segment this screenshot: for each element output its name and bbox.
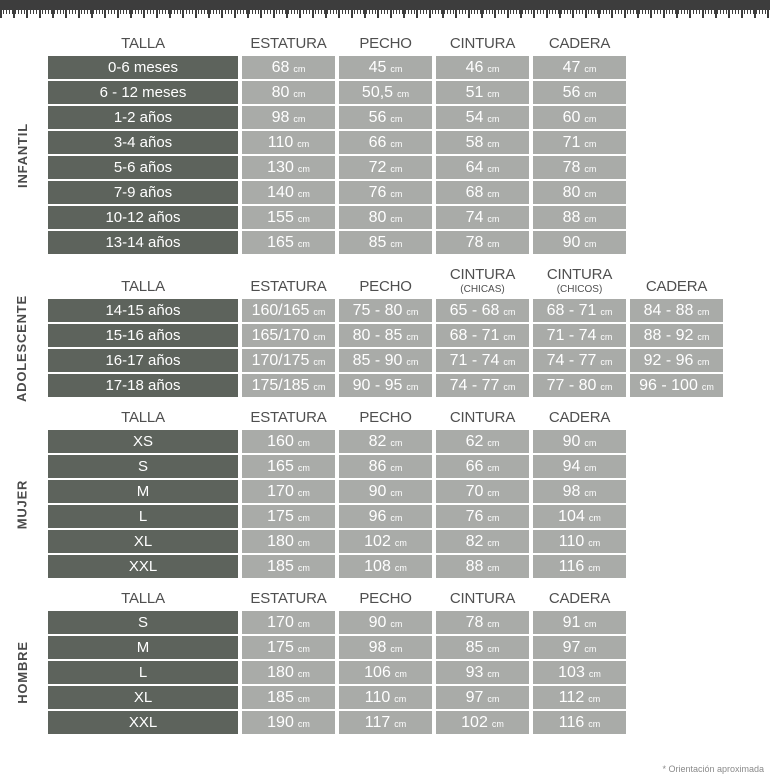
column-header [630,263,723,297]
column-header-label: PECHO [359,35,412,52]
size-table-hombre [48,587,770,734]
size-label-cell: 5-6 años [48,156,238,179]
size-value-cell: 85 cm [436,636,529,659]
size-value-cell: 66 cm [436,455,529,478]
column-header-label: ESTATURA [250,590,327,607]
size-value-cell: 170 cm [242,480,335,503]
column-header-label: CADERA [548,409,611,426]
column-header-label: TALLA [121,35,165,52]
section-label-text: HOMBRE [14,641,30,704]
column-header-sub: (CHICAS) [460,284,505,295]
size-value-cell: 82 cm [436,530,529,553]
size-value-cell: 170 cm [242,611,335,634]
size-label-cell: 6 - 12 meses [48,81,238,104]
size-value-cell: 51 cm [436,81,529,104]
size-value-cell: 84 - 88 cm [630,299,723,322]
size-value-cell: 90 cm [533,430,626,453]
column-header [339,587,432,609]
size-value-cell: 185 cm [242,686,335,709]
size-label-cell: 0-6 meses [48,56,238,79]
size-value-cell: 85 cm [339,231,432,254]
footnote: * Orientación aproximada [662,764,764,774]
measuring-tape-ticks [0,10,770,19]
column-header [436,587,529,609]
size-value-cell: 116 cm [533,711,626,734]
size-value-cell: 117 cm [339,711,432,734]
size-value-cell: 112 cm [533,686,626,709]
size-value-cell: 68 - 71 cm [533,299,626,322]
column-header [339,406,432,428]
size-value-cell: 98 cm [339,636,432,659]
size-label-cell: 13-14 años [48,231,238,254]
size-value-cell: 175 cm [242,636,335,659]
measuring-tape-bar [0,0,770,10]
size-value-cell: 88 cm [436,555,529,578]
size-value-cell: 68 cm [242,56,335,79]
size-value-cell: 165 cm [242,231,335,254]
section-hombre [14,587,770,734]
size-value-cell: 108 cm [339,555,432,578]
section-label-text: MUJER [14,479,30,529]
size-value-cell: 140 cm [242,181,335,204]
column-header-sub: (CHICOS) [556,284,603,295]
column-header-label: CINTURA [449,409,516,426]
size-label-cell: L [48,505,238,528]
column-header-label: PECHO [359,409,412,426]
size-value-cell: 62 cm [436,430,529,453]
size-label-cell: M [48,480,238,503]
column-header-label: CINTURA [449,35,516,52]
column-header [48,32,238,54]
size-guide [14,32,770,734]
size-value-cell: 78 cm [436,611,529,634]
size-label-cell: 1-2 años [48,106,238,129]
column-header-label: ESTATURA [250,409,327,426]
size-value-cell: 80 cm [533,181,626,204]
size-value-cell: 96 cm [339,505,432,528]
column-header [339,263,432,297]
size-value-cell: 50,5 cm [339,81,432,104]
size-value-cell: 130 cm [242,156,335,179]
size-label-cell: XL [48,686,238,709]
size-value-cell: 116 cm [533,555,626,578]
column-header [242,263,335,297]
size-value-cell: 165/170 cm [242,324,335,347]
size-label-cell: 17-18 años [48,374,238,397]
column-header-label: ESTATURA [250,278,327,295]
size-value-cell: 71 cm [533,131,626,154]
size-value-cell: 160 cm [242,430,335,453]
size-value-cell: 110 cm [242,131,335,154]
size-label-cell: 16-17 años [48,349,238,372]
size-value-cell: 175 cm [242,505,335,528]
column-header [339,32,432,54]
section-mujer [14,406,770,578]
size-value-cell: 85 - 90 cm [339,349,432,372]
column-header-label: TALLA [121,409,165,426]
size-value-cell: 110 cm [339,686,432,709]
size-value-cell: 160/165 cm [242,299,335,322]
size-value-cell: 56 cm [339,106,432,129]
size-value-cell: 175/185 cm [242,374,335,397]
size-value-cell: 88 - 92 cm [630,324,723,347]
size-value-cell: 74 - 77 cm [436,374,529,397]
size-value-cell: 104 cm [533,505,626,528]
column-header [242,587,335,609]
size-value-cell: 80 cm [242,81,335,104]
size-value-cell: 90 cm [533,231,626,254]
size-value-cell: 155 cm [242,206,335,229]
column-header [436,263,529,297]
column-header-label: CINTURA [449,590,516,607]
column-header [533,32,626,54]
column-header-label: ESTATURA [250,35,327,52]
size-value-cell: 91 cm [533,611,626,634]
size-value-cell: 60 cm [533,106,626,129]
size-value-cell: 66 cm [339,131,432,154]
size-label-cell: XXL [48,555,238,578]
size-value-cell: 68 cm [436,181,529,204]
column-header-label: CINTURA [449,266,516,283]
section-label [2,430,42,578]
size-label-cell: 10-12 años [48,206,238,229]
size-value-cell: 82 cm [339,430,432,453]
size-value-cell: 90 cm [339,611,432,634]
section-label-text: ADOLESCENTE [14,294,30,402]
size-label-cell: L [48,661,238,684]
column-header [533,406,626,428]
column-header [533,263,626,297]
size-value-cell: 98 cm [242,106,335,129]
size-value-cell: 86 cm [339,455,432,478]
size-label-cell: S [48,455,238,478]
column-header-label: CADERA [548,35,611,52]
size-value-cell: 80 - 85 cm [339,324,432,347]
size-value-cell: 88 cm [533,206,626,229]
size-value-cell: 65 - 68 cm [436,299,529,322]
size-value-cell: 78 cm [436,231,529,254]
size-value-cell: 54 cm [436,106,529,129]
column-header-label: CADERA [645,278,708,295]
size-value-cell: 58 cm [436,131,529,154]
section-infantil [14,32,770,254]
size-table-infantil [48,32,770,254]
column-header-label: PECHO [359,590,412,607]
size-value-cell: 74 - 77 cm [533,349,626,372]
column-header [242,32,335,54]
column-header [242,406,335,428]
size-value-cell: 97 cm [533,636,626,659]
size-label-cell: S [48,611,238,634]
column-header [533,587,626,609]
size-value-cell: 75 - 80 cm [339,299,432,322]
size-label-cell: 7-9 años [48,181,238,204]
size-value-cell: 64 cm [436,156,529,179]
section-label-text: INFANTIL [14,122,30,188]
size-value-cell: 74 cm [436,206,529,229]
size-value-cell: 46 cm [436,56,529,79]
size-value-cell: 180 cm [242,661,335,684]
size-value-cell: 97 cm [436,686,529,709]
column-header-label: CADERA [548,590,611,607]
size-value-cell: 45 cm [339,56,432,79]
size-value-cell: 110 cm [533,530,626,553]
size-value-cell: 106 cm [339,661,432,684]
section-adolescente [14,263,770,402]
size-value-cell: 165 cm [242,455,335,478]
size-value-cell: 90 - 95 cm [339,374,432,397]
size-table-mujer [48,406,770,578]
column-header-label: PECHO [359,278,412,295]
size-value-cell: 70 cm [436,480,529,503]
size-label-cell: XL [48,530,238,553]
size-value-cell: 68 - 71 cm [436,324,529,347]
column-header-label: CINTURA [546,266,613,283]
size-value-cell: 77 - 80 cm [533,374,626,397]
size-value-cell: 102 cm [436,711,529,734]
section-label [2,56,42,254]
column-header-label: TALLA [121,278,165,295]
size-value-cell: 170/175 cm [242,349,335,372]
size-table-adolescente [48,263,770,397]
size-value-cell: 56 cm [533,81,626,104]
size-value-cell: 47 cm [533,56,626,79]
size-value-cell: 98 cm [533,480,626,503]
size-value-cell: 90 cm [339,480,432,503]
size-value-cell: 76 cm [339,181,432,204]
size-value-cell: 71 - 74 cm [436,349,529,372]
size-label-cell: 14-15 años [48,299,238,322]
size-label-cell: XXL [48,711,238,734]
size-value-cell: 93 cm [436,661,529,684]
section-label [2,611,42,734]
column-header-label: TALLA [121,590,165,607]
size-label-cell: XS [48,430,238,453]
column-header [436,32,529,54]
size-value-cell: 96 - 100 cm [630,374,723,397]
size-label-cell: M [48,636,238,659]
size-value-cell: 78 cm [533,156,626,179]
column-header [48,406,238,428]
column-header [48,587,238,609]
size-value-cell: 80 cm [339,206,432,229]
section-label [2,294,42,402]
size-value-cell: 94 cm [533,455,626,478]
size-label-cell: 3-4 años [48,131,238,154]
size-value-cell: 72 cm [339,156,432,179]
size-value-cell: 185 cm [242,555,335,578]
column-header [436,406,529,428]
size-value-cell: 76 cm [436,505,529,528]
size-value-cell: 71 - 74 cm [533,324,626,347]
size-value-cell: 190 cm [242,711,335,734]
column-header [48,263,238,297]
size-label-cell: 15-16 años [48,324,238,347]
size-value-cell: 103 cm [533,661,626,684]
size-value-cell: 180 cm [242,530,335,553]
size-value-cell: 102 cm [339,530,432,553]
size-value-cell: 92 - 96 cm [630,349,723,372]
